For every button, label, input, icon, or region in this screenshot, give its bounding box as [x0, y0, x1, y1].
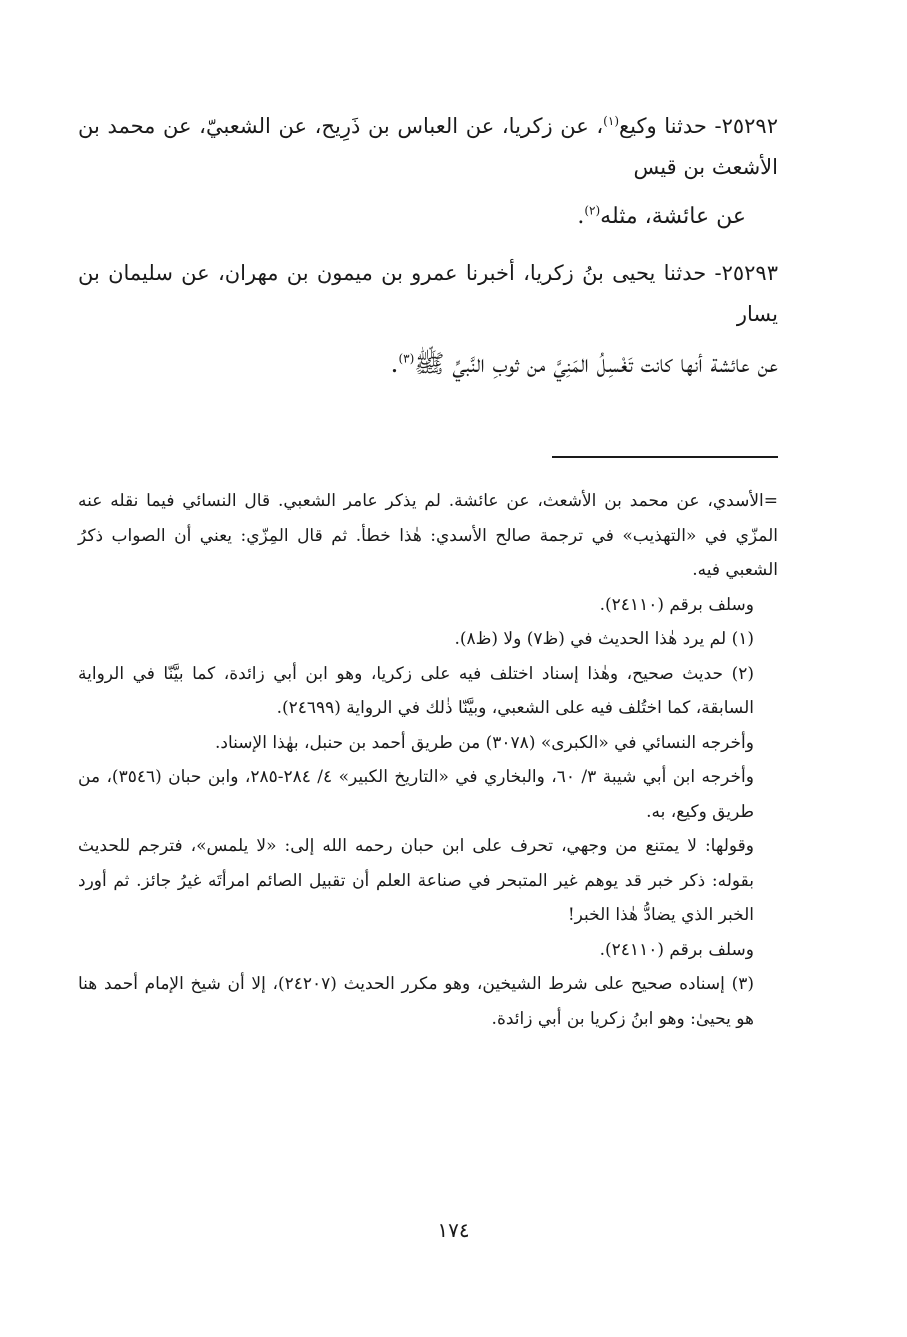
footnote-2-commentary: وقولها: لا يمتنع من وجهي، تحرف على ابن حبان رحمه الله إلى: «لا يلمس»، فترجم للحديث بقوله: ذكر خبر قد يوهم غير المتبحر في صناعة العلم أن تقبيل الصائم امرأتَه غيرُ جائز. ثم أورد الخبر الذي يضادُّ هٰذا الخبر!: [78, 836, 754, 925]
hadith-25293-isnad: ٢٥٢٩٣- حدثنا يحيى بنُ زكريا، أخبرنا عمرو بن ميمون بن مهران، عن سليمان بن يسار: [78, 261, 778, 326]
footnote-2-cross-reference: وسلف برقم (٢٤١١٠).: [599, 939, 754, 960]
hadith-25292-isnad-start: ٢٥٢٩٢- حدثنا وكيع: [619, 114, 778, 138]
hadith-25292-matn: عن عائشة، مثله$^{(٢)}$.: [577, 203, 746, 229]
page-number: ١٧٤: [437, 1218, 470, 1242]
footnote-ref-1: (١): [603, 114, 619, 128]
footnote-2-takhrij-others: وأخرجه ابن أبي شيبة ٣/ ٦٠، والبخاري في «التاريخ الكبير» ٤/ ٢٨٤-٢٨٥، وابن حبان (٣٥٤٦)، من طريق وكيع، به.: [78, 767, 754, 822]
footnote-2: (٢) حديث صحيح، وهٰذا إسناد اختلف فيه على زكريا، وهو ابن أبي زائدة، كما بيَّنّا في الرواية السابقة، كما اختُلف فيه على الشعبي، وبيَّنّا ذٰلك في الرواية (٢٤٦٩٩).: [78, 663, 754, 718]
footnote-2-takhrij-nasai: وأخرجه النسائي في «الكبرى» (٣٠٧٨) من طريق أحمد بن حنبل، بهٰذا الإسناد.: [215, 732, 754, 753]
footnote-3: (٣) إسناده صحيح على شرط الشيخين، وهو مكرر الحديث (٢٤٢٠٧)، إلا أن شيخ الإمام أحمد هنا هو يحيىٰ: وهو ابنُ زكريا بن أبي زائدة.: [78, 974, 754, 1029]
hadith-25293-matn: عن عائشة أنها كانت تَغْسِلُ المَنِيَّ من ثوبِ النَّبيِّ ﷺ$^{(٣)}$.: [390, 349, 778, 378]
footnote-1: (١) لم يرد هٰذا الحديث في (ظ٧) ولا (ظ٨).: [454, 629, 754, 649]
hadith-25292-isnad-rest: ، عن زكريا، عن العباس بن ذَرِيح، عن الشعبيّ، عن محمد بن الأشعث بن قيس: [78, 114, 778, 179]
footnote-continuation: =الأسدي، عن محمد بن الأشعث، عن عائشة. لم يذكر عامر الشعبي. قال النسائي فيما نقله عنه المزّي في «التهذيب» في ترجمة صالح الأسدي: هٰذا خطأ. ثم قال المِزّي: يعني أن الصواب ذكرُ الشعبي فيه.: [78, 491, 778, 580]
footnotes: [78, 484, 778, 1036]
footnote-ref-2: (٢): [584, 203, 601, 218]
footnote-separator: [552, 456, 778, 458]
main-text: [78, 106, 778, 387]
footnote-cross-reference: وسلف برقم (٢٤١١٠).: [599, 594, 754, 615]
hadith-25292-isnad: [78, 106, 778, 188]
footnote-ref-3: (٣): [398, 351, 415, 366]
